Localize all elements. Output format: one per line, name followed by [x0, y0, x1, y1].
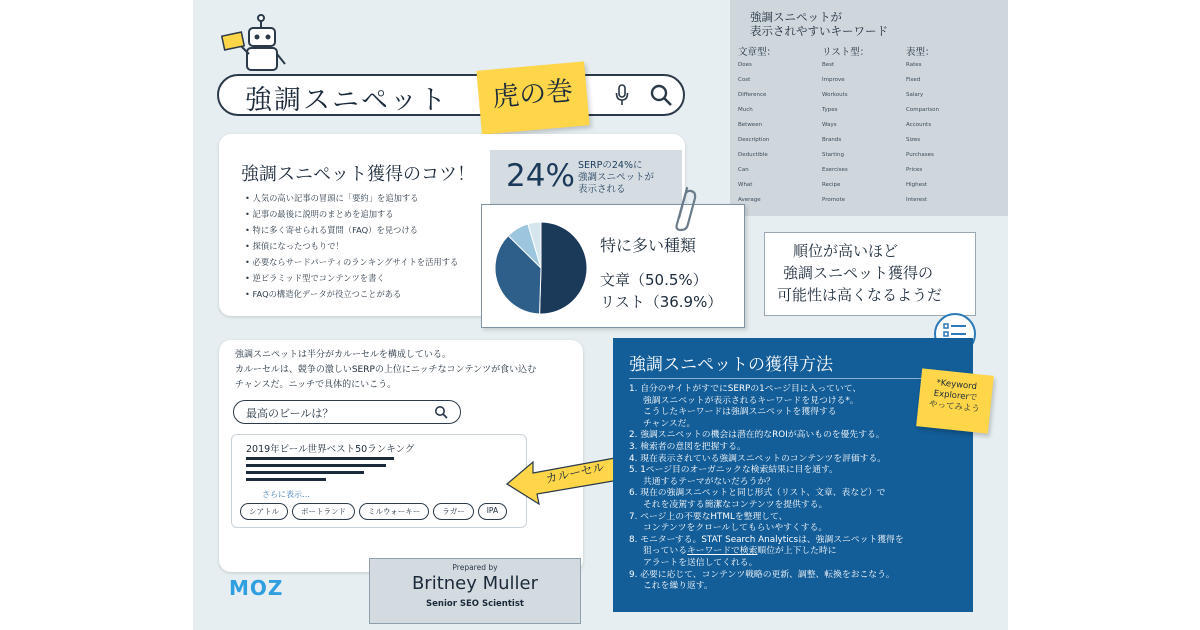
- chip-milwaukee[interactable]: ミルウォーキー: [359, 503, 429, 520]
- pie-label-paragraph: 文章（50.5%）: [600, 271, 708, 289]
- search-icon[interactable]: [649, 83, 673, 107]
- step-line: こうしたキーワードは強調スニペットを獲得する: [643, 407, 837, 418]
- keyword-item: Best: [822, 62, 835, 68]
- chip-seattle[interactable]: シアトル: [240, 503, 288, 520]
- keyword-item: Improve: [822, 77, 845, 83]
- keyword-item: Highest: [906, 182, 928, 188]
- keyword-item: Difference: [738, 92, 767, 98]
- sticky-note-tiger: [476, 61, 589, 134]
- step-line: 8. モニターする。STAT Search Analyticsは、強調スニペット獲得を: [629, 534, 904, 545]
- method-title: 強調スニペットの獲得方法: [629, 355, 833, 375]
- keyword-item: Description: [738, 137, 770, 143]
- chip-lager[interactable]: ラガー: [433, 503, 474, 520]
- stat-value: 24%: [506, 158, 575, 194]
- keyword-item: Cost: [738, 77, 751, 83]
- keyword-column-list: リスト型： Best Improve Workouts Types Ways Brands Starting Exercises Recipe Promote: [822, 44, 902, 212]
- method-panel: [613, 338, 973, 612]
- keyword-item: Workouts: [822, 92, 848, 98]
- stat-text: SERPの24%に 強調スニペットが 表示される: [578, 160, 655, 195]
- step-line: 6. 現在の強調スニペットと同じ形式（リスト、文章、表など）で: [629, 488, 886, 499]
- author-role: Senior SEO Scientist: [426, 599, 524, 609]
- text-placeholder-bar: [246, 457, 394, 460]
- sticky-note-text: 虎の巻: [490, 75, 575, 114]
- paperclip-icon: [669, 184, 697, 232]
- divider: [629, 378, 949, 379]
- step-line: これを繰り返す。: [643, 581, 713, 592]
- keyword-item: Types: [822, 107, 838, 113]
- keyword-panel-title: 強調スニペットが 表示されやすいキーワード: [750, 10, 888, 38]
- tips-title: 強調スニペット獲得のコツ！: [241, 164, 475, 185]
- text-placeholder-bar: [246, 478, 326, 481]
- step-line: 狙っているキーワードで検索順位が上下した時に: [643, 546, 837, 557]
- keyword-item: Promote: [822, 197, 845, 203]
- step-line: アラートを送信してくれる。: [643, 557, 758, 568]
- carousel-result-title: 2019年ビール世界ベスト50ランキング: [246, 444, 415, 455]
- keyword-panel: [730, 0, 1008, 216]
- keyword-item: Interest: [906, 197, 928, 203]
- step-line: チャンスだ。: [643, 418, 696, 429]
- moz-logo: MOZ: [229, 576, 284, 600]
- pie-chart: [494, 221, 588, 315]
- keyword-item: Fixed: [906, 77, 921, 83]
- carousel-arrow-label: カルーセル: [544, 459, 606, 487]
- step-line: 共通するテーマがないだろうか？: [643, 476, 775, 487]
- keyword-item: Salary: [906, 92, 924, 98]
- text-placeholder-bar: [246, 471, 364, 474]
- beer-search-bar[interactable]: [233, 400, 461, 424]
- keyword-item: Prices: [906, 167, 923, 173]
- keyword-item: Deductible: [738, 152, 768, 158]
- text-placeholder-bar: [246, 464, 386, 467]
- stat-box: [490, 150, 682, 206]
- keyword-item: What: [738, 182, 753, 188]
- keyword-column-table: 表型： Rates Fixed Salary Comparison Accounts Sizes Purchases Prices Highest Interest: [906, 44, 986, 212]
- pie-slice-0: [540, 222, 587, 314]
- list-item: • 記事の最後に説明のまとめを追加する: [245, 206, 458, 222]
- step-line: 9. 必要に応じて、コンテンツ戦略の更新、調整、転換をおこなう。: [629, 569, 895, 580]
- keyword-item: Rates: [906, 62, 922, 68]
- keyword-item: Ways: [822, 122, 837, 128]
- keyword-item: Recipe: [822, 182, 841, 188]
- beer-search-text: 最高のビールは？: [246, 407, 334, 420]
- list-item: • FAQの構造化データが役立つことがある: [245, 286, 458, 302]
- pie-title: 特に多い種類: [600, 236, 697, 255]
- infographic-canvas: [193, 0, 1008, 630]
- step-line: 5. 1ページ目のオーガニックな検索結果に目を通す。: [629, 465, 838, 476]
- list-item: • 逆ピラミッド型でコンテンツを書く: [245, 270, 458, 286]
- keyword-item: Purchases: [906, 152, 934, 158]
- step-line: 1. 自分のサイトがすでにSERPの1ページ目に入っていて、: [629, 384, 862, 394]
- keyword-item: Does: [738, 62, 752, 68]
- prepared-by-badge: [369, 558, 581, 624]
- sticky-note-keyword-explorer: *Keyword Explorerで やってみよう: [916, 368, 994, 433]
- keyword-item: Starting: [822, 152, 844, 158]
- search-icon[interactable]: [434, 405, 448, 419]
- keyword-item: Exercises: [822, 167, 848, 173]
- step-line: 7. ページ上の不要なHTMLを整理して、: [629, 511, 788, 522]
- show-more-link[interactable]: さらに表示…: [262, 490, 310, 499]
- pie-card: [481, 204, 745, 328]
- keyword-item: Brands: [822, 137, 842, 143]
- chip-row: [240, 503, 507, 520]
- pie-label-list: リスト（36.9%）: [600, 293, 723, 311]
- list-item: • 人気の高い記事の冒頭に「要約」を追加する: [245, 190, 458, 206]
- rank-note: 順位が高いほど 強調スニペット獲得の 可能性は高くなるようだ: [764, 232, 976, 316]
- list-item: • 探偵になったつもりで！: [245, 238, 458, 254]
- keyword-item: Comparison: [906, 107, 939, 113]
- search-bar[interactable]: [217, 74, 685, 116]
- step-line: 強調スニペットが表示されるキーワードを見つける*。: [643, 395, 859, 406]
- chip-portland[interactable]: ポートランド: [292, 503, 355, 520]
- robot-illustration: [221, 14, 291, 72]
- tips-list: [245, 190, 458, 302]
- step-line: 4. 現在表示されている強調スニペットのコンテンツを評価する。: [629, 453, 887, 464]
- keyword-item: Sizes: [906, 137, 921, 143]
- search-bar-text: 強調スニペット: [245, 85, 448, 116]
- step-line: それを凌駕する簡潔なコンテンツを提供する。: [643, 499, 828, 510]
- author-name: Britney Muller: [411, 573, 539, 594]
- keyword-column-paragraph: 文章型： Does Cost Difference Much Between Description Deductible Can What Average: [738, 44, 818, 212]
- step-line: 2. 強調スニペットの機会は潜在的なROIが高いものを優先する。: [629, 430, 885, 441]
- carousel-result-card[interactable]: [231, 434, 527, 528]
- keyword-item: Accounts: [906, 122, 932, 128]
- step-line: コンテンツをクロールしてもらいやすくする。: [643, 523, 828, 534]
- keyword-item: Can: [738, 167, 749, 173]
- step-line: 3. 検索者の意図を把握する。: [629, 441, 746, 452]
- prepared-by-label: Prepared by: [452, 563, 498, 572]
- microphone-icon[interactable]: [615, 84, 629, 106]
- list-item: • 特に多く寄せられる質問（FAQ）を見つける: [245, 222, 458, 238]
- carousel-description: 強調スニペットは半分がカルーセルを構成している。 カルーセルは、競争の激しいSERPの上位にニッチなコンテンツが食い込む チャンスだ。ニッチで具体的にいこう。: [235, 350, 537, 390]
- keyword-item: Average: [738, 197, 761, 203]
- keyword-item: Much: [738, 107, 753, 113]
- keyword-item: Between: [738, 122, 763, 128]
- chip-ipa[interactable]: IPA: [478, 503, 507, 520]
- list-item: • 必要ならサードパーティのランキングサイトを活用する: [245, 254, 458, 270]
